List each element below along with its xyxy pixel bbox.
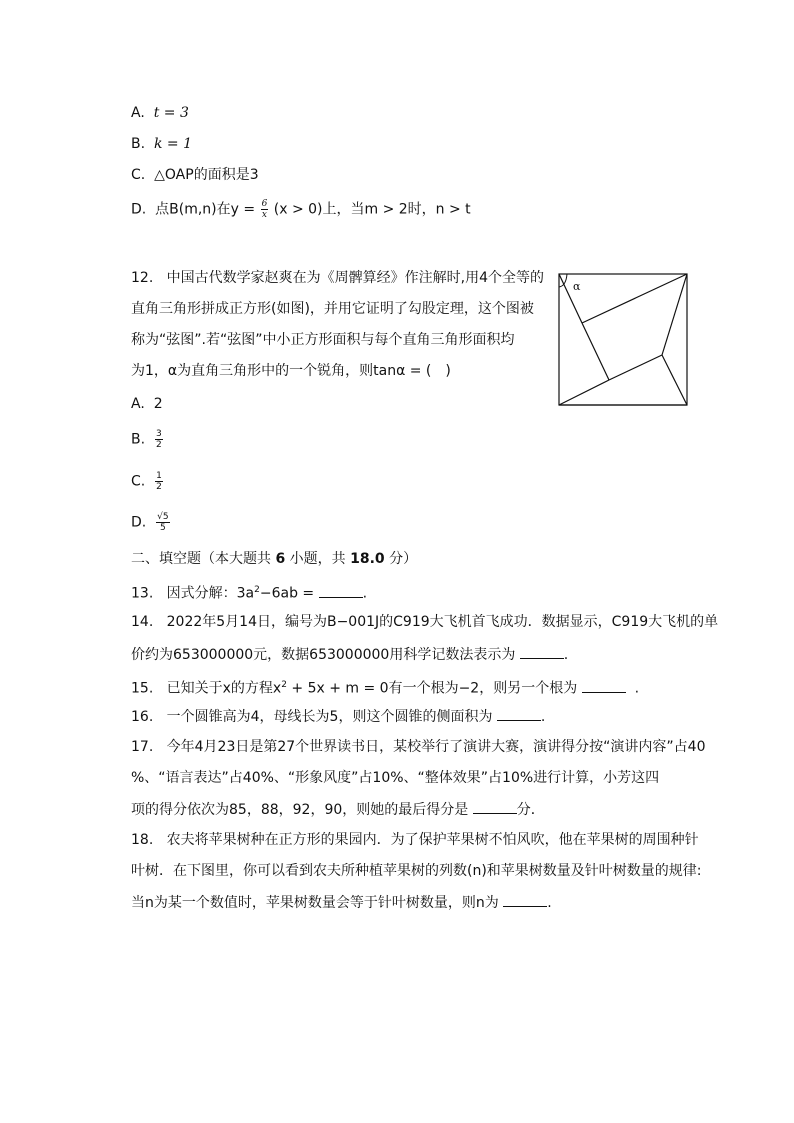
q12-line4: 为1，α为直角三角形中的一个锐角，则tanα = ( )	[131, 363, 451, 379]
q12-option-b	[131, 429, 164, 450]
question-text: 农夫将苹果树种在正方形的果园内．为了保护苹果树不怕风吹，他在苹果树的周围种针	[166, 832, 699, 848]
question-text: 一个圆锥高为4，母线长为5，则这个圆锥的侧面积为	[166, 709, 493, 725]
question-end: .	[362, 585, 368, 602]
answer-blank	[319, 583, 363, 598]
option-label: B.	[131, 136, 146, 152]
question-text: 今年4月23日是第27个世界读书日，某校举行了演讲大赛，演讲得分按“演讲内容”占40	[166, 739, 706, 755]
question-end: 分．	[516, 802, 545, 818]
fraction	[155, 429, 163, 450]
hypotenuse-line	[582, 274, 687, 323]
option-label: B.	[131, 431, 146, 448]
option-text-post: (x > 0)上，当m > 2时，n > t	[273, 201, 471, 218]
option-text: k = 1	[153, 136, 192, 152]
string-figure-diagram	[558, 273, 688, 407]
option-label: D.	[131, 514, 147, 531]
exponent: 2	[281, 680, 287, 690]
question-text: 2022年5月14日，编号为B−001J的C919大飞机首飞成功．数据显示，C919大飞机的单	[166, 614, 719, 630]
q18-line1	[131, 830, 699, 850]
q11-option-a	[131, 103, 189, 123]
hypotenuse-line	[559, 380, 609, 405]
section-title-suffix: 分）	[389, 551, 418, 567]
option-text: t = 3	[153, 105, 189, 121]
option-label: D.	[131, 201, 147, 218]
question-number: 17.	[131, 739, 154, 755]
fraction-numerator: √5	[157, 512, 169, 522]
fraction	[155, 471, 163, 492]
answer-blank	[473, 799, 517, 814]
question-number: 14.	[131, 614, 154, 630]
fraction-numerator: 1	[156, 471, 162, 481]
q13	[131, 580, 367, 604]
section-title-prefix: 二、填空题（本大题共	[131, 551, 271, 567]
inner-square-edge	[609, 355, 662, 380]
question-end: .	[634, 680, 640, 697]
option-text: 2	[153, 396, 163, 412]
fraction	[156, 512, 169, 533]
q11-option-c	[131, 165, 259, 185]
q12-line3: 称为“弦图”.若“弦图”中小正方形面积与每个直角三角形面积均	[131, 332, 515, 348]
alpha-label: α	[573, 280, 581, 293]
q12-option-c	[131, 471, 164, 492]
section-points: 18.0	[350, 551, 385, 567]
option-label: A.	[131, 396, 145, 412]
q16	[131, 706, 545, 727]
section-count: 6	[275, 551, 286, 567]
outer-square	[559, 274, 687, 405]
q12-line1	[131, 268, 544, 288]
option-text-pre: 点B(m,n)在y =	[155, 201, 256, 218]
q17-line1	[131, 737, 705, 757]
q14-line1	[131, 612, 718, 632]
q12-option-d	[131, 512, 171, 533]
question-number: 12.	[131, 270, 154, 286]
question-text: 当n为某一个数值时，苹果树数量会等于针叶树数量，则n为	[131, 895, 499, 911]
option-label: C.	[131, 167, 146, 183]
question-end: .	[563, 647, 569, 663]
q18-line2: 叶树．在下图里，你可以看到农夫所种植苹果树的列数(n)和苹果树数量及针叶树数量的规律:	[131, 863, 702, 879]
question-number: 15.	[131, 680, 154, 697]
fraction-numerator: 3	[155, 429, 162, 439]
q12-option-a	[131, 394, 163, 414]
question-text: −6ab =	[259, 585, 315, 602]
q18-line3	[131, 892, 552, 913]
answer-blank	[582, 678, 626, 693]
q15	[131, 675, 639, 699]
answer-blank	[497, 706, 541, 721]
q14-line2	[131, 644, 568, 665]
fraction-denominator: 2	[155, 440, 162, 450]
section-title	[131, 549, 417, 569]
option-label: C.	[131, 473, 146, 490]
exponent: 2	[254, 585, 260, 595]
fraction-numerator: 6	[261, 199, 268, 209]
fraction-denominator: 2	[156, 482, 162, 492]
question-number: 13.	[131, 585, 154, 602]
answer-blank	[520, 644, 564, 659]
fraction	[261, 199, 269, 220]
question-end: .	[547, 895, 552, 911]
question-number: 16.	[131, 709, 154, 725]
question-text: 中国古代数学家赵爽在为《周髀算经》作注解时,用4个全等的	[166, 270, 544, 286]
q11-option-b	[131, 134, 192, 154]
hypotenuse-line	[662, 274, 687, 355]
option-label: A.	[131, 105, 145, 121]
section-title-mid: 小题，共	[289, 551, 346, 567]
fraction-denominator: 5	[160, 523, 166, 533]
question-number: 18.	[131, 832, 154, 848]
question-text: 已知关于x的方程x	[166, 680, 282, 697]
q17-line2: %、“语言表达”占40%、“形象风度”占10%、“整体效果”占10%进行计算，小芳这四	[131, 770, 660, 786]
answer-blank	[503, 892, 547, 907]
option-text: △OAP的面积是3	[154, 167, 259, 183]
question-text: + 5x + m = 0有一个根为−2，则另一个根为	[286, 680, 578, 697]
question-end: .	[540, 709, 546, 725]
question-text: 项的得分依次为85，88，92，90，则她的最后得分是	[131, 802, 469, 818]
question-text: 因式分解：3a	[166, 585, 255, 602]
q17-line3	[131, 799, 545, 820]
question-text: 价约为653000000元，数据653000000用科学记数法表示为	[131, 647, 516, 663]
fraction-denominator: x	[261, 210, 267, 220]
q12-line2: 直角三角形拼成正方形(如图)，并用它证明了勾股定理，这个图被	[131, 301, 534, 317]
q11-option-d	[131, 199, 471, 220]
hypotenuse-line	[662, 355, 687, 405]
inner-square-edge	[582, 323, 609, 380]
